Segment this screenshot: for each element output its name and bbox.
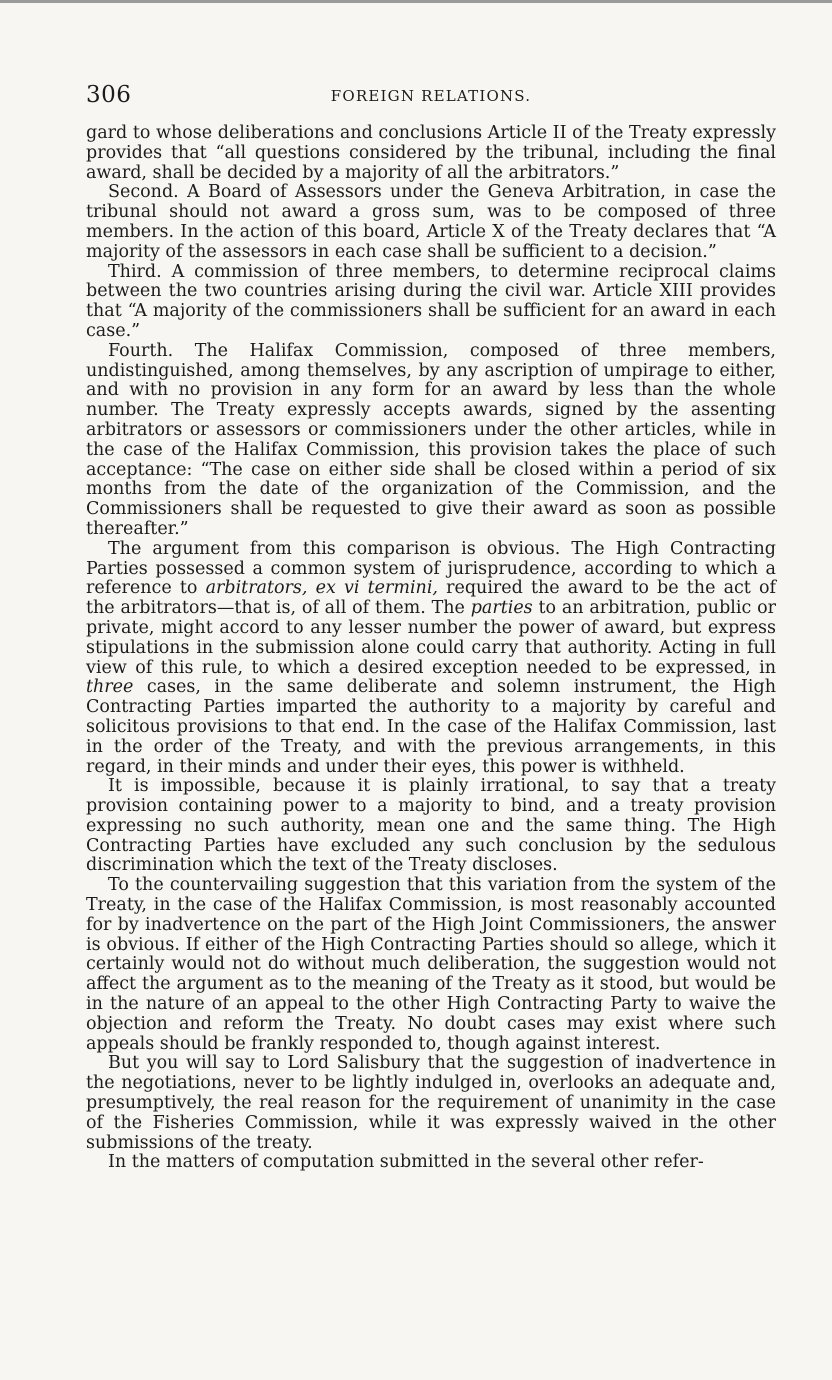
paragraph: [86, 876, 776, 1054]
text-run: To the countervailing suggestion that this variation from the system of the Treaty, in the case of the Halifax Commission, is most reasonably accounted for by inadvertence on the part of the High Joint Commissioners, the answer is obvious. If either of the High Contracting Parties should so allege, which it certainly would not do without much deliberation, the suggestion would not affect the argument as to the meaning of the Treaty as it stood, but would be in the nature of an appeal to the other High Contracting Party to waive the objection and reform the Treaty. No doubt cases may exist where such appeals should be frankly responded to, though against interest.: [86, 875, 776, 1054]
paragraph: [86, 1153, 776, 1173]
page-top-border: [0, 0, 832, 3]
paragraph: [86, 777, 776, 876]
running-title: FOREIGN RELATIONS.: [330, 87, 532, 105]
text-run: to an arbitration, public or private, might accord to any lesser number the power of award, but express stipulations in the submission alone could carry that authority. Acting in full view of this rule, to which a desired exception needed to be expressed, in: [86, 598, 776, 678]
text-run: cases, in the same deliberate and solemn instrument, the High Contracting Parties imparted the authority to a majority by careful and solicitous provisions to that end. In the case of the Halifax Commission, last in the order of the Treaty, and with the previous arrangements, in this regard, in their minds and under their eyes, this power is withheld.: [86, 677, 776, 777]
italic-text: three: [86, 677, 134, 698]
text-run: Third. A commission of three members, to determine reciprocal claims between the two countries arising during the civil war. Article XIII provides that “A majority of the commissioners shall be sufficient for an award in each case.”: [86, 261, 776, 341]
paragraph: [86, 124, 776, 183]
text-run: required the award to be the act of the arbitrators—that is, of all of them. The: [86, 578, 776, 619]
paragraph: [86, 540, 776, 778]
paragraph: [86, 1054, 776, 1153]
text-run: In the matters of computation submitted in the several other refer-: [108, 1152, 704, 1173]
text-run: Second. A Board of Assessors under the Geneva Arbitration, in case the tribunal should not award a gross sum, was to be composed of three members. In the action of this board, Article X of the Treaty declares that “A majority of the assessors in each case shall be sufficient to a decision.”: [86, 182, 776, 262]
text-run: It is impossible, because it is plainly irrational, to say that a treaty provision containing power to a majority to bind, and a treaty provision expressing no such authority, mean one and the same thing. The High Contracting Parties have excluded any such conclusion by the sedulous discrimination which the text of the Treaty discloses.: [86, 776, 776, 876]
page-header: [86, 82, 776, 110]
italic-text: arbitrators, ex vi termini,: [205, 578, 438, 599]
document-body: [86, 124, 776, 1173]
paragraph: [86, 263, 776, 342]
text-run: gard to whose deliberations and conclusions Article II of the Treaty expressly provides that “all questions considered by the tribunal, including the final award, shall be decided by a majority of all the arbitrators.”: [86, 123, 776, 183]
paragraph: [86, 342, 776, 540]
paragraph: [86, 183, 776, 262]
text-run: But you will say to Lord Salisbury that the suggestion of inadvertence in the negotiations, never to be lightly indulged in, overlooks an adequate and, presumptively, the real reason for the requirement of unanimity in the case of the Fisheries Commission, while it was expressly waived in the other submissions of the treaty.: [86, 1053, 776, 1153]
page-number: 306: [86, 82, 132, 108]
italic-text: parties: [470, 598, 533, 619]
text-run: Fourth. The Halifax Commission, composed of three members, undistinguished, among themselves, by any ascription of umpirage to either, and with no provision in any form for an award by less than the whole number. The Treaty expressly accepts awards, signed by the assenting arbitrators or assessors or commissioners under the other articles, while in the case of the Halifax Commission, this provision takes the place of such acceptance: “The case on either side shall be closed within a period of six months from the date of the organization of the Commission, and the Commissioners shall be requested to give their award as soon as possible thereafter.”: [86, 340, 776, 539]
text-run: The argument from this comparison is obvious. The High Contracting Parties possessed a common system of jurisprudence, according to which a reference to: [86, 538, 776, 599]
